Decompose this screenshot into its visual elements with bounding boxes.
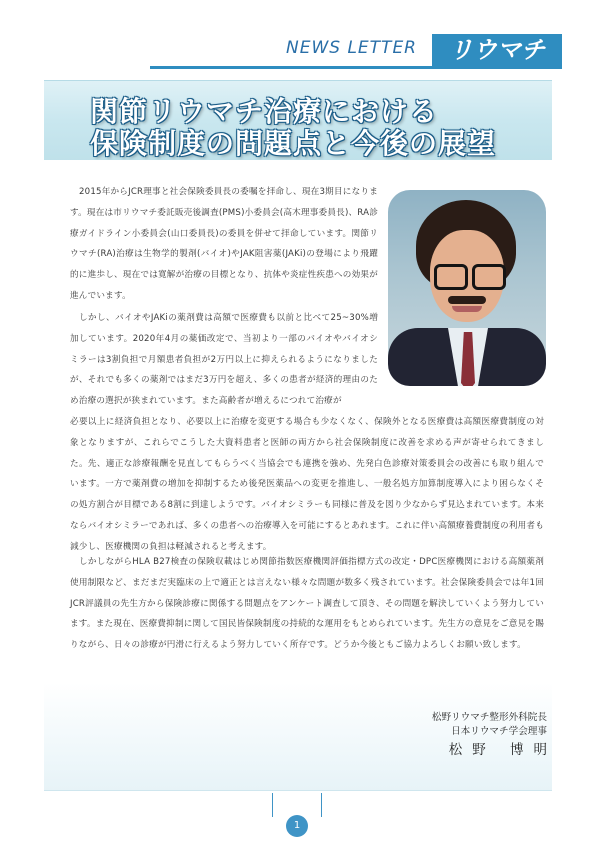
article-title-line-2: 保険制度の問題点と今後の展望 [90, 127, 497, 160]
page-number: 1 [286, 815, 308, 837]
paragraph-3: しかしながらHLA B27検査の保険収載はじめ関節指数医療機関評価指標方式の改定・DPC医療機関における高額薬剤使用制限など、まだまだ実臨床の上で適正とは言えない様々な問題が数多く残されています。社会保険委員会では年1回JCR評議員の先生方から保険診療に関係する問題点をアンケート調査して頂き、その問題を解決していくよう努力しています。また現在、医療費抑制に関して国民皆保険制度の持続的な運用をもとめられています。先生方の意見をご意見を賜りながら、日々の診療が円滑に行えるよう努力していく所存です。どうか今後ともご協力よろしくお願い致します。 [70, 557, 544, 651]
photo-mouth [452, 306, 482, 312]
newsletter-label: NEWS LETTER [286, 38, 417, 58]
photo-glasses-left [434, 264, 468, 290]
paragraph-2-continued: 必要以上に経済負担となり、必要以上に治療を変更する場合も少なくなく、保険外となる医療費は高額医療費制度の対象となりますが、これらでこうした大資料患者と医師の両方から社会保険制度に改善を求める声が寄せられてきました。先、適正な診療報酬を見直してもらうべく当協会でも連携を強め、先発白色診療対策委員会の改善にも取り組んでいます。一方で薬剤費の増加を抑制するため後発医薬品への変更を推進し、一般名処方加算制度導入により困らなくその処方割合が目標である8割に到達しようです。バイオシミラーも同様に普及を図り少なからず見込まれています。本来ならバイオシミラーであれば、多くの患者への治療導入を可能にするとあれます。これに伴い高額療養費制度の利用者も減少し、医療機関の負担は軽減されると考えます。 [70, 417, 544, 552]
author-affiliation-2: 日本リウマチ学会理事 [451, 726, 547, 737]
photo-glasses-right [472, 264, 506, 290]
paragraph-2: しかし、バイオやJAKiの薬剤費は高額で医療費も以前と比べて25~30%増加しています。2020年4月の薬価改定で、当初より一部のバイオやバイオシミラーは3割負担で月額患者負担が2万円以上に抑えられるようになりましたが、それでも多くの薬剤ではまだ3万円を超え、多くの患者が経済的理由のため治療の選択が狭まれています。また高齢者が増えるにつれて治療が [70, 313, 378, 407]
author-name: 松野 博明 [448, 742, 557, 758]
photo-mustache [448, 296, 486, 304]
masthead [0, 0, 595, 78]
paragraph-1: 2015年からJCR理事と社会保険委員長の委嘱を拝命し、現在3期目になります。現在は市リウマチ委託販売後調査(PMS)小委員会(高木理事委員長)、RA診療ガイドライン小委員会(山口委員長)の委員を併せて拝命しています。関節リウマチ(RA)治療は生物学的製剤(バイオ)やJAK阻害薬(JAKi)の登場により飛躍的に進歩し、現在では寛解が治療の目標となり、抗体や炎症性疾患への効果が進んでいます。 [70, 187, 378, 301]
article-title-line-1: 関節リウマチ治療における [90, 95, 439, 128]
brand-logo: リウマチ [432, 34, 562, 66]
masthead-rule [150, 66, 562, 69]
author-photo [388, 190, 546, 386]
author-signature [431, 711, 557, 761]
author-affiliation-1: 松野リウマチ整形外科院長 [431, 712, 547, 723]
page-number-bracket [272, 793, 322, 817]
